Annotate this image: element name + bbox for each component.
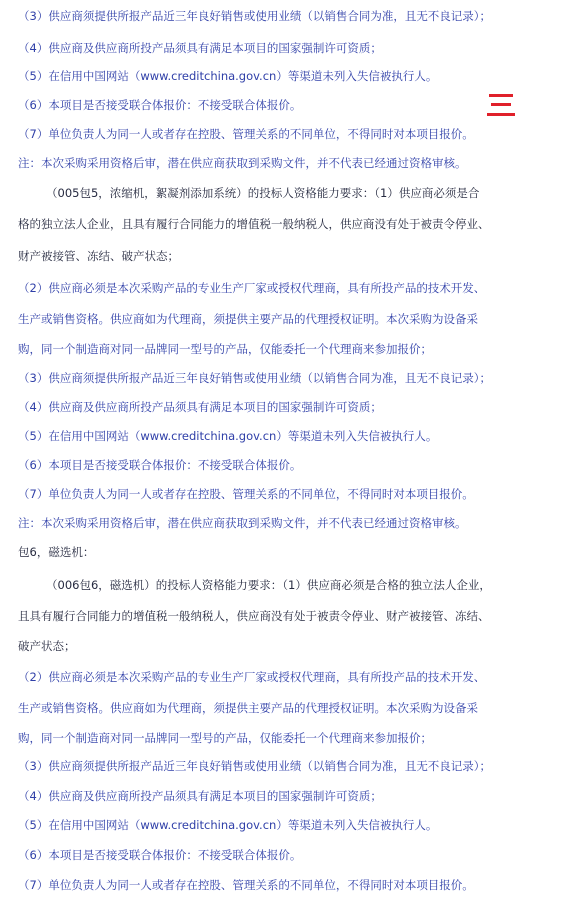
text-line: （006包6，磁选机）的投标人资格能力要求：（1）供应商必须是合格的独立法人企业， (46, 578, 491, 592)
text-line: （2）供应商必须是本次采购产品的专业生产厂家或授权代理商，具有所投产品的技术开发、 (18, 670, 486, 684)
text-line: （6）本项目是否接受联合体报价：不接受联合体报价。 (18, 98, 302, 112)
text-line: （5）在信用中国网站（www.creditchina.gov.cn）等渠道未列入失信被执行人。 (18, 429, 438, 443)
text-line: 财产被接管、冻结、破产状态； (18, 249, 179, 263)
text-line: （5）在信用中国网站（www.creditchina.gov.cn）等渠道未列入失信被执行人。 (18, 69, 438, 83)
text-line: （3）供应商须提供所报产品近三年良好销售或使用业绩（以销售合同为准，且无不良记录）； (18, 9, 492, 23)
text-line: （5）在信用中国网站（www.creditchina.gov.cn）等渠道未列入失信被执行人。 (18, 818, 438, 832)
text-line: 格的独立法人企业，且具有履行合同能力的增值税一般纳税人，供应商没有处于被责令停业、 (18, 217, 490, 231)
text-line: （2）供应商必须是本次采购产品的专业生产厂家或授权代理商，具有所投产品的技术开发、 (18, 281, 486, 295)
text-line: 且具有履行合同能力的增值税一般纳税人，供应商没有处于被责令停业、财产被接管、冻结、 (18, 609, 490, 623)
text-line: （7）单位负责人为同一人或者存在控股、管理关系的不同单位，不得同时对本项目报价。 (18, 878, 474, 892)
text-line: 购，同一个制造商对同一品牌同一型号的产品，仅能委托一个代理商来参加报价； (18, 731, 432, 745)
text-line: 注：本次采购采用资格后审，潜在供应商获取到采购文件，并不代表已经通过资格审核。 (18, 516, 467, 530)
text-line: （3）供应商须提供所报产品近三年良好销售或使用业绩（以销售合同为准，且无不良记录）； (18, 759, 492, 773)
text-line: （3）供应商须提供所报产品近三年良好销售或使用业绩（以销售合同为准，且无不良记录）； (18, 371, 492, 385)
text-line: （6）本项目是否接受联合体报价：不接受联合体报价。 (18, 848, 302, 862)
text-line: （6）本项目是否接受联合体报价：不接受联合体报价。 (18, 458, 302, 472)
text-line: （4）供应商及供应商所投产品须具有满足本项目的国家强制许可资质； (18, 400, 382, 414)
text-line: 注：本次采购采用资格后审，潜在供应商获取到采购文件，并不代表已经通过资格审核。 (18, 156, 467, 170)
text-line: （7）单位负责人为同一人或者存在控股、管理关系的不同单位，不得同时对本项目报价。 (18, 487, 474, 501)
text-line: 破产状态； (18, 639, 76, 653)
text-line: 生产或销售资格。供应商如为代理商，须提供主要产品的代理授权证明。本次采购为设备采 (18, 312, 478, 326)
text-line: （4）供应商及供应商所投产品须具有满足本项目的国家强制许可资质； (18, 41, 382, 55)
text-line: （005包5，浓缩机，絮凝剂添加系统）的投标人资格能力要求：（1）供应商必须是合 (46, 186, 480, 200)
text-line: （7）单位负责人为同一人或者存在控股、管理关系的不同单位，不得同时对本项目报价。 (18, 127, 474, 141)
text-line: （4）供应商及供应商所投产品须具有满足本项目的国家强制许可资质； (18, 789, 382, 803)
text-line: 包6，磁选机： (18, 545, 95, 559)
red-mark-icon (486, 92, 516, 118)
text-line: 生产或销售资格。供应商如为代理商，须提供主要产品的代理授权证明。本次采购为设备采 (18, 701, 478, 715)
text-line: 购，同一个制造商对同一品牌同一型号的产品，仅能委托一个代理商来参加报价； (18, 342, 432, 356)
